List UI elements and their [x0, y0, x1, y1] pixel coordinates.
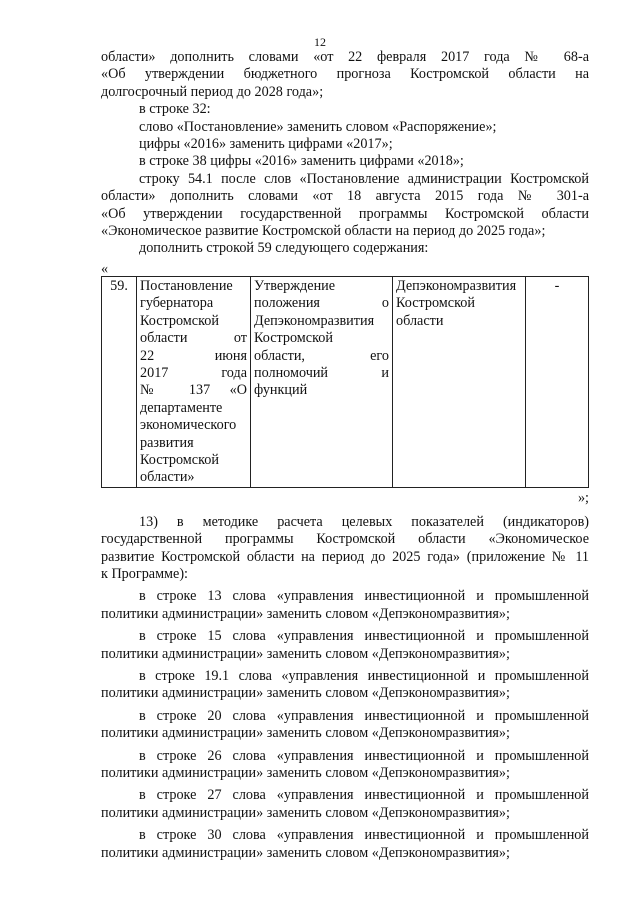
row32-digit-change: цифры «2016» заменить цифрами «2017»;	[139, 136, 393, 153]
table-row	[102, 276, 589, 487]
opening-quote: «	[101, 260, 109, 277]
replacement-line-a: в строке 19.1 слова «управления инвестиционной и промышленной	[139, 668, 589, 684]
replacement-item	[101, 748, 589, 783]
replacement-item	[101, 708, 589, 743]
intro-line-1: области» дополнить словами «от 22 февраля 2017 года № 68-а	[101, 49, 589, 65]
doc-line: области от	[140, 330, 247, 347]
responsible-line: Костромской	[396, 295, 475, 312]
subject-line: Депэкономразвития	[254, 312, 375, 329]
doc-line: 22 июня	[140, 347, 247, 364]
row54-paragraph	[101, 171, 589, 241]
doc-line: № 137 «О	[140, 382, 247, 399]
doc-line: Костромской	[140, 451, 219, 468]
doc-line: губернатора	[140, 295, 214, 312]
item-13-paragraph	[101, 514, 589, 584]
replacement-line-a: в строке 30 слова «управления инвестиционной и промышленной	[139, 827, 589, 844]
doc-line: 2017 года	[140, 364, 247, 381]
doc-line: области»	[140, 469, 195, 486]
row54-line-3: «Об утверждении государственной программы Костромской области	[101, 205, 589, 222]
subject-line: Костромской	[254, 330, 333, 347]
replacement-line-a: в строке 26 слова «управления инвестиционной и промышленной	[139, 747, 589, 764]
replacement-item	[101, 787, 589, 822]
document-body	[101, 49, 589, 862]
subject-line: функций	[254, 382, 308, 399]
add-row59-text: дополнить строкой 59 следующего содержания:	[139, 240, 429, 257]
subject-line: положения о	[254, 295, 389, 312]
row54-line-1: строку 54.1 после слов «Постановление администрации Костромской	[139, 170, 589, 187]
row32-heading: в строке 32:	[139, 101, 211, 118]
intro-line-2: «Об утверждении бюджетного прогноза Костромской области на	[101, 66, 589, 83]
replacement-line-b: политики администрации» заменить словом «Депэкономразвития»;	[101, 605, 510, 622]
row54-line-2: области» дополнить словами «от 18 августа 2015 года № 301-а	[101, 188, 589, 205]
doc-line: департаменте	[140, 399, 223, 416]
replacement-line-a: в строке 20 слова «управления инвестиционной и промышленной	[139, 707, 589, 724]
replacement-line-b: политики администрации» заменить словом «Депэкономразвития»;	[101, 685, 510, 702]
subject-line: полномочий и	[254, 364, 389, 381]
doc-line: экономического	[140, 417, 237, 434]
subject-line: области, его	[254, 347, 389, 364]
replacement-line-b: политики администрации» заменить словом «Депэкономразвития»;	[101, 725, 510, 742]
item13-line-2: государственной программы Костромской области «Экономическое	[101, 531, 589, 548]
replacement-line-b: политики администрации» заменить словом «Депэкономразвития»;	[101, 844, 510, 861]
row-number-cell: 59.	[102, 276, 137, 487]
row54-line-4: «Экономическое развитие Костромской области на период до 2025 года»;	[101, 223, 546, 240]
subject-cell	[251, 276, 393, 487]
replacement-item	[101, 668, 589, 703]
responsible-cell	[393, 276, 526, 487]
page-number: 12	[314, 35, 326, 49]
dash-cell: -	[526, 276, 589, 487]
replacement-line-b: политики администрации» заменить словом «Депэкономразвития»;	[101, 645, 510, 662]
responsible-line: Депэкономразвития	[396, 277, 517, 294]
replacement-line-b: политики администрации» заменить словом «Депэкономразвития»;	[101, 804, 510, 821]
item13-line-3: развитие Костромской области на период до 2025 года» (приложение № 11	[101, 548, 589, 565]
row32-word-change: слово «Постановление» заменить словом «Распоряжение»;	[139, 118, 497, 135]
replacement-line-a: в строке 15 слова «управления инвестиционной и промышленной	[139, 628, 589, 645]
doc-line: развития	[140, 434, 194, 451]
document-cell	[137, 276, 251, 487]
replacement-line-b: политики администрации» заменить словом «Депэкономразвития»;	[101, 765, 510, 782]
row38-change: в строке 38 цифры «2016» заменить цифрами «2018»;	[139, 153, 464, 170]
item13-line-1: 13) в методике расчета целевых показателей (индикаторов)	[139, 513, 589, 530]
closing-quote: »;	[577, 489, 589, 506]
doc-line: Постановление	[140, 277, 233, 294]
responsible-line: области	[396, 312, 444, 329]
replacement-line-a: в строке 27 слова «управления инвестиционной и промышленной	[139, 787, 589, 804]
intro-paragraph	[101, 49, 589, 101]
doc-line: Костромской	[140, 312, 219, 329]
inserted-row-table	[101, 276, 589, 488]
intro-line-3: долгосрочный период до 2028 года»;	[101, 83, 324, 100]
subject-line: Утверждение	[254, 277, 336, 294]
replacement-item	[101, 628, 589, 663]
replacement-item	[101, 827, 589, 862]
replacement-item	[101, 588, 589, 623]
item13-line-4: к Программе):	[101, 565, 189, 582]
replacement-line-a: в строке 13 слова «управления инвестиционной и промышленной	[139, 588, 589, 605]
